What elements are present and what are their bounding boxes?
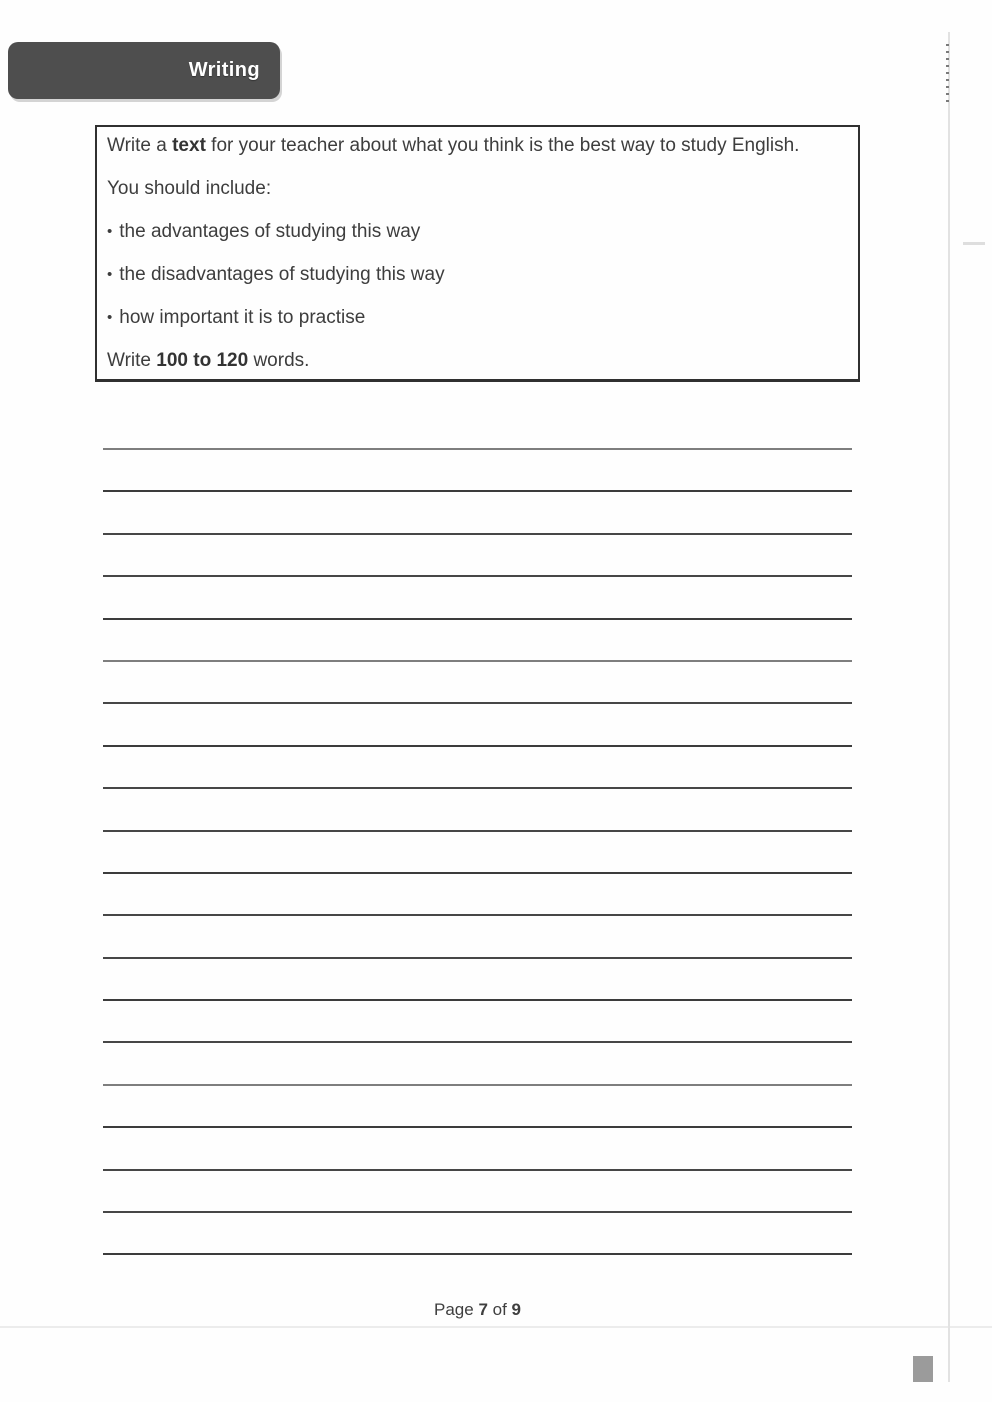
- answer-line: [103, 702, 852, 704]
- answer-line: [103, 575, 852, 577]
- answer-line: [103, 872, 852, 874]
- footer-total-pages: 9: [511, 1300, 521, 1319]
- answer-line: [103, 914, 852, 916]
- bullet-text: the advantages of studying this way: [119, 221, 421, 242]
- answer-line: [103, 830, 852, 832]
- writing-section-badge: [8, 42, 280, 99]
- answer-line: [103, 1211, 852, 1213]
- answer-line: [103, 1084, 852, 1086]
- word-limit-line: [107, 351, 846, 371]
- task-prompt-bold: text: [172, 135, 206, 156]
- writing-badge-label: Writing: [188, 59, 260, 81]
- bullet-icon: •: [107, 309, 113, 326]
- scan-corner-mark: [913, 1356, 933, 1382]
- scan-footer-rule: [0, 1326, 992, 1328]
- answer-line: [103, 490, 852, 492]
- footer-page-word: Page: [434, 1300, 479, 1319]
- answer-line: [103, 533, 852, 535]
- answer-lines: [103, 448, 852, 1296]
- footer-page-number: 7: [478, 1300, 488, 1319]
- task-prompt-suffix: for your teacher about what you think is the best way to study English.: [205, 135, 800, 156]
- scan-edge-text-marks: [946, 44, 949, 102]
- answer-line: [103, 618, 852, 620]
- include-heading: You should include:: [107, 178, 272, 199]
- bullet-icon: •: [107, 223, 113, 240]
- answer-line: [103, 957, 852, 959]
- answer-line: [103, 787, 852, 789]
- answer-line: [103, 1126, 852, 1128]
- word-limit-bold: 100 to 120: [156, 350, 249, 371]
- bullet-item-practise: [107, 308, 846, 328]
- bullet-icon: •: [107, 266, 113, 283]
- bullet-item-disadvantages: [107, 265, 846, 285]
- bullet-item-advantages: [107, 222, 846, 242]
- task-prompt: [107, 136, 846, 156]
- word-limit-suffix: words.: [248, 350, 310, 371]
- scan-artifact-dash: [963, 242, 985, 245]
- scan-page-edge-line: [948, 32, 950, 1382]
- word-limit-prefix: Write: [107, 350, 157, 371]
- task-prompt-prefix: Write a: [107, 135, 173, 156]
- bullet-text: the disadvantages of studying this way: [119, 264, 445, 285]
- task-instruction-box: [95, 125, 860, 382]
- answer-line: [103, 1041, 852, 1043]
- answer-line: [103, 745, 852, 747]
- answer-line: [103, 999, 852, 1001]
- bullet-text: how important it is to practise: [119, 307, 366, 328]
- page-footer: [103, 1300, 852, 1320]
- footer-of-word: of: [487, 1300, 512, 1319]
- answer-line: [103, 1253, 852, 1255]
- answer-line: [103, 660, 852, 662]
- answer-line: [103, 448, 852, 450]
- answer-line: [103, 1169, 852, 1171]
